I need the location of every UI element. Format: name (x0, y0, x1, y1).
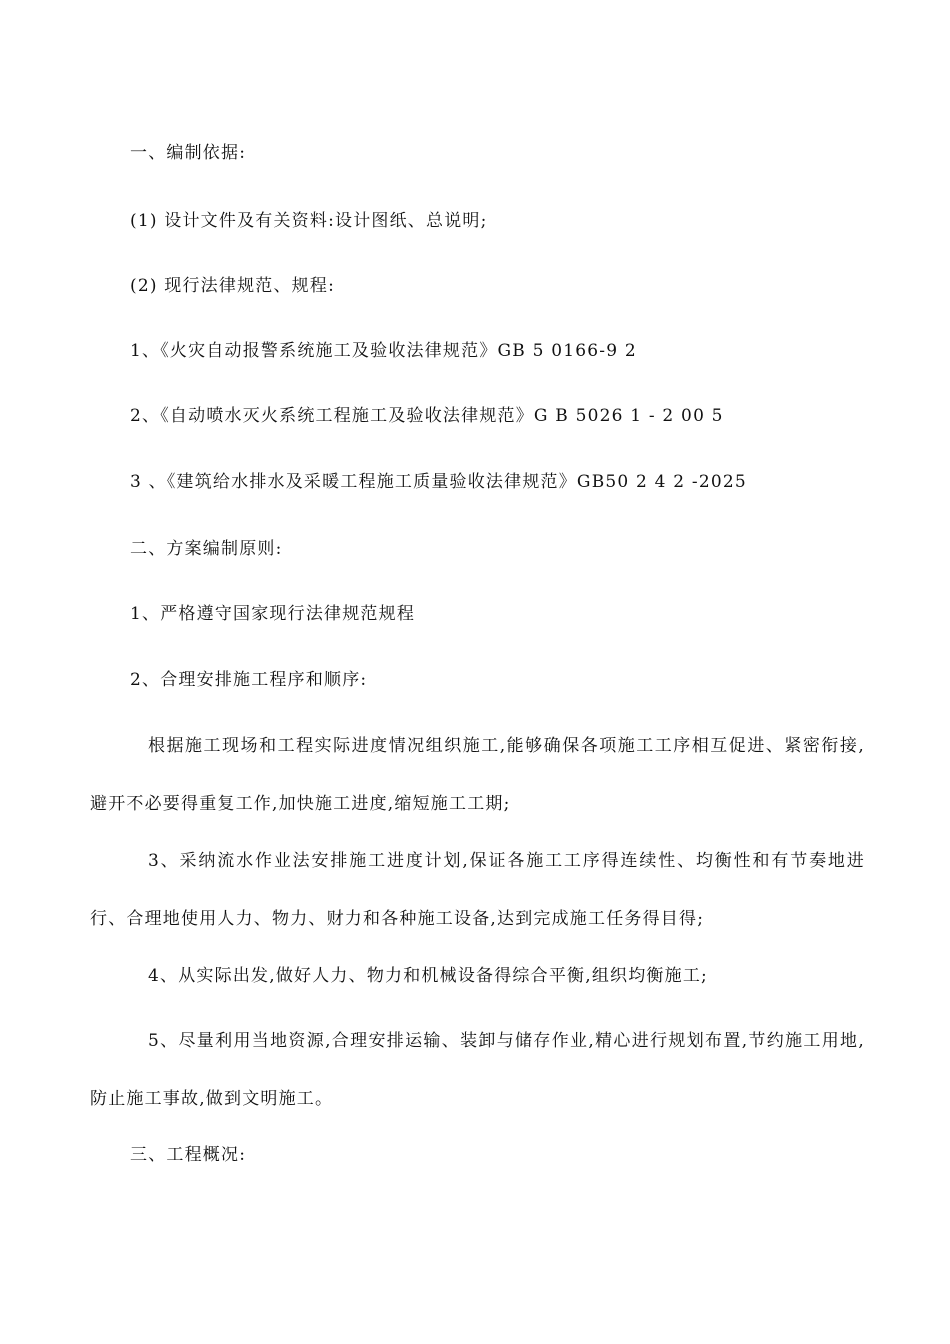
standard-3: 3 、《建筑给水排水及采暖工程施工质量验收法律规范》GB50 2 4 2 -2025 (130, 472, 747, 492)
section-3-heading: 三、工程概况: (130, 1145, 247, 1165)
basis-item-1: (1) 设计文件及有关资料:设计图纸、总说明; (130, 211, 488, 231)
principle-5: 5、尽量利用当地资源,合理安排运输、装卸与储存作业,精心进行规划布置,节约施工用地,防止施工事故,做到文明施工。 (90, 1031, 865, 1109)
standard-2: 2、《自动喷水灭火系统工程施工及验收法律规范》G B 5026 1 - 2 00 5 (130, 406, 724, 426)
basis-item-2: (2) 现行法律规范、规程: (130, 276, 336, 296)
principle-4: 4、从实际出发,做好人力、物力和机械设备得综合平衡,组织均衡施工; (148, 966, 708, 986)
standard-1: 1、《火灾自动报警系统施工及验收法律规范》GB 5 0166-9 2 (130, 341, 637, 361)
section-1-heading: 一、编制依据: (130, 143, 247, 163)
principle-1: 1、严格遵守国家现行法律规范规程 (130, 604, 416, 624)
principle-2-body: 根据施工现场和工程实际进度情况组织施工,能够确保各项施工工序相互促进、紧密衔接,避开不必要得重复工作,加快施工进度,缩短施工工期; (90, 736, 865, 814)
principle-3: 3、采纳流水作业法安排施工进度计划,保证各施工工序得连续性、均衡性和有节奏地进行、合理地使用人力、物力、财力和各种施工设备,达到完成施工任务得目得; (90, 851, 865, 929)
principle-2: 2、合理安排施工程序和顺序: (130, 670, 368, 690)
section-2-heading: 二、方案编制原则: (130, 539, 283, 559)
